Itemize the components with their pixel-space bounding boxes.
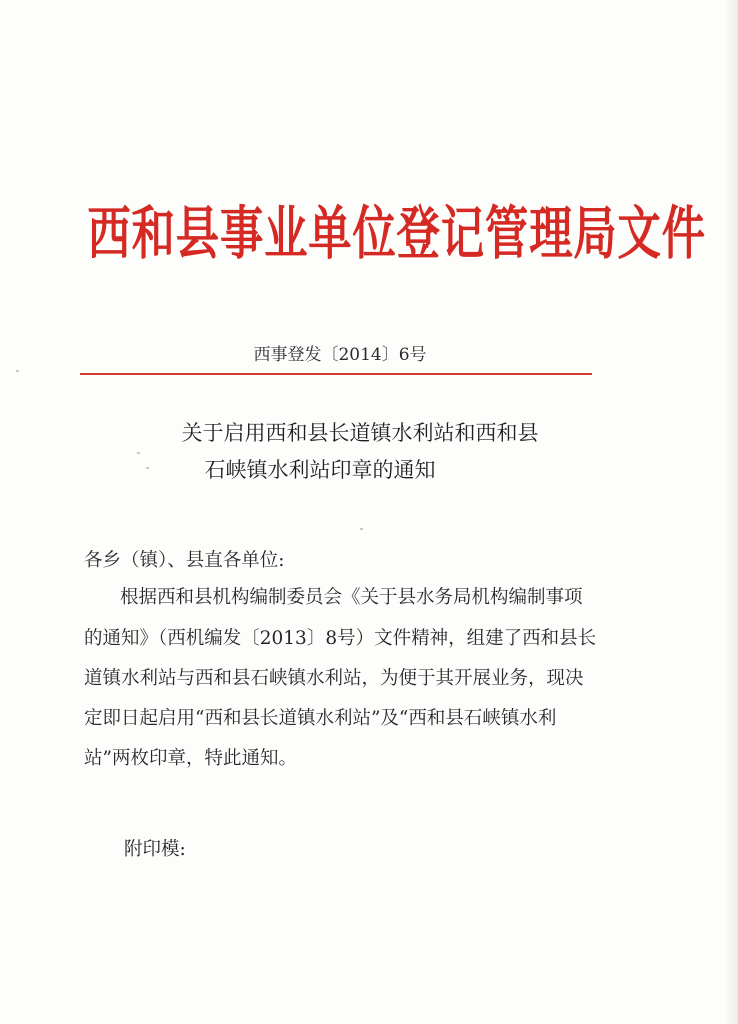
- scan-edge-shadow: [724, 0, 738, 1024]
- notice-title-line-1: 关于启用西和县长道镇水利站和西和县: [181, 421, 539, 445]
- scan-speck: [360, 528, 363, 530]
- body-line: 道镇水利站与西和县石峡镇水利站，为便于其开展业务，现决: [84, 668, 584, 689]
- body-line: 定即日起启用“西和县长道镇水利站”及“西和县石峡镇水利: [84, 708, 557, 729]
- issuing-authority-header: 西和县事业单位登记管理局文件: [87, 199, 706, 267]
- body-line: 的通知》（西机编发〔2013〕8号）文件精神，组建了西和县长: [84, 628, 597, 649]
- header-divider-rule: [80, 373, 592, 375]
- scan-speck: [16, 370, 19, 372]
- body-line: 根据西和县机构编制委员会《关于县水务局机构编制事项: [120, 587, 583, 608]
- attachment-label: 附印模:: [124, 839, 186, 860]
- document-number: 西事登发〔2014〕6号: [253, 345, 427, 365]
- notice-title-line-2: 石峡镇水利站印章的通知: [204, 458, 436, 482]
- salutation: 各乡（镇）、县直各单位:: [84, 550, 285, 571]
- body-line: 站”两枚印章，特此通知。: [84, 748, 297, 769]
